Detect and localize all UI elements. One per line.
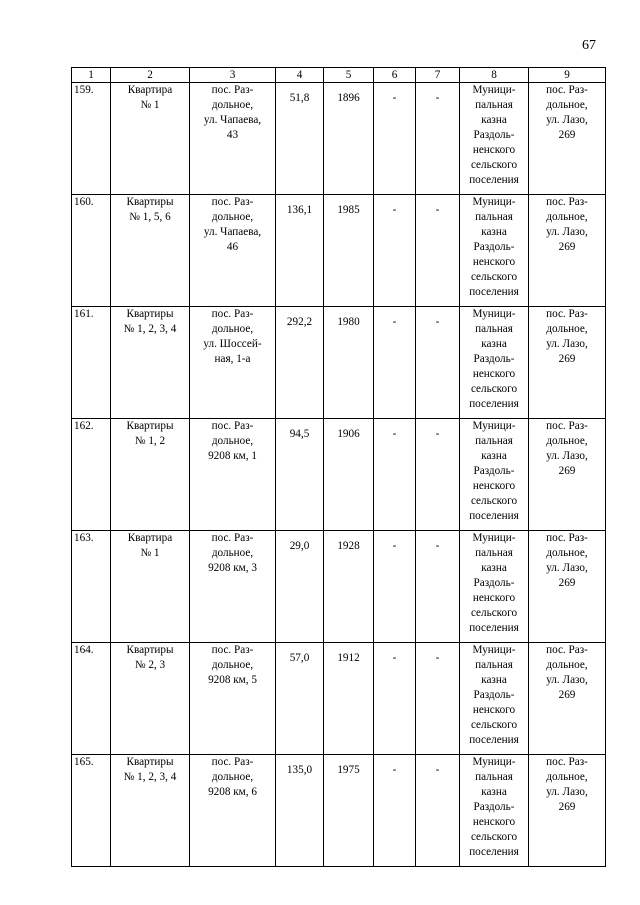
object-address-line: ул. Чапаева,	[203, 114, 262, 126]
object-name	[111, 83, 190, 195]
object-year: 1985	[324, 195, 374, 307]
object-year: 1896	[324, 83, 374, 195]
holder-address-line: пос. Раз-	[546, 196, 588, 208]
object-address	[190, 307, 276, 419]
owner-info-line: Муници-	[472, 756, 516, 768]
object-area: 135,0	[276, 755, 324, 867]
owner-info-line: ненского	[472, 816, 516, 828]
holder-address-line: дольное,	[546, 547, 588, 559]
owner-info-line: сельского	[470, 271, 518, 283]
owner-info-line: Муници-	[472, 308, 516, 320]
table-row	[72, 195, 606, 307]
owner-info-line: Муници-	[472, 532, 516, 544]
column-header: 5	[324, 68, 374, 83]
object-address-line: ул. Шоссей-	[203, 338, 262, 350]
row-number: 165.	[72, 755, 111, 867]
holder-address-line: пос. Раз-	[546, 308, 588, 320]
owner-info	[460, 195, 529, 307]
owner-info-line: поселения	[469, 174, 519, 186]
column-7-value: -	[416, 531, 460, 643]
owner-info-line: сельского	[470, 831, 518, 843]
object-address-line: пос. Раз-	[211, 532, 254, 544]
owner-info-line: сельского	[470, 607, 518, 619]
owner-info-line: ненского	[472, 480, 516, 492]
row-number: 160.	[72, 195, 111, 307]
object-address-line: 9208 км, 3	[208, 562, 257, 574]
owner-info-line: Раздоль-	[473, 465, 515, 477]
object-name-line: № 2, 3	[134, 659, 166, 671]
table-row	[72, 307, 606, 419]
object-name	[111, 307, 190, 419]
object-year: 1928	[324, 531, 374, 643]
column-7-value: -	[416, 755, 460, 867]
owner-info-line: Муници-	[472, 196, 516, 208]
column-6-value: -	[374, 643, 416, 755]
holder-address-line: ул. Лазо,	[546, 674, 588, 686]
column-6-value: -	[374, 755, 416, 867]
object-name-line: № 1	[140, 547, 160, 559]
owner-info-line: Раздоль-	[473, 577, 515, 589]
owner-info-line: ненского	[472, 704, 516, 716]
holder-address	[529, 307, 606, 419]
owner-info-line: казна	[481, 674, 507, 686]
holder-address-line: 269	[558, 129, 576, 141]
column-header: 3	[190, 68, 276, 83]
holder-address-line: дольное,	[546, 659, 588, 671]
holder-address-line: 269	[558, 689, 576, 701]
column-header: 2	[111, 68, 190, 83]
table-row	[72, 419, 606, 531]
object-name-line: Квартиры	[126, 196, 174, 208]
object-address-line: дольное,	[211, 323, 254, 335]
column-header: 7	[416, 68, 460, 83]
owner-info-line: Раздоль-	[473, 129, 515, 141]
object-name-line: № 1	[140, 99, 160, 111]
object-address	[190, 531, 276, 643]
holder-address-line: дольное,	[546, 771, 588, 783]
row-number: 161.	[72, 307, 111, 419]
object-name-line: № 1, 2	[134, 435, 166, 447]
owner-info-line: пальная	[475, 323, 513, 335]
object-name	[111, 419, 190, 531]
holder-address-line: дольное,	[546, 211, 588, 223]
object-name-line: Квартиры	[126, 420, 174, 432]
table-row	[72, 755, 606, 867]
object-address-line: дольное,	[211, 99, 254, 111]
owner-info-line: сельского	[470, 159, 518, 171]
owner-info-line: Муници-	[472, 420, 516, 432]
holder-address-line: пос. Раз-	[546, 532, 588, 544]
object-address-line: 9208 км, 6	[208, 786, 257, 798]
column-7-value: -	[416, 643, 460, 755]
holder-address-line: ул. Лазо,	[546, 338, 588, 350]
object-address-line: 9208 км, 5	[208, 674, 257, 686]
object-address-line: 46	[226, 241, 239, 253]
holder-address-line: пос. Раз-	[546, 84, 588, 96]
owner-info-line: пальная	[475, 547, 513, 559]
object-name-line: № 1, 2, 3, 4	[123, 771, 177, 783]
object-address-line: дольное,	[211, 659, 254, 671]
owner-info-line: поселения	[469, 734, 519, 746]
object-address-line: пос. Раз-	[211, 308, 254, 320]
owner-info-line: поселения	[469, 846, 519, 858]
row-number: 164.	[72, 643, 111, 755]
row-number: 159.	[72, 83, 111, 195]
header-row	[72, 68, 606, 83]
object-area: 136,1	[276, 195, 324, 307]
holder-address	[529, 83, 606, 195]
holder-address-line: дольное,	[546, 435, 588, 447]
object-address-line: пос. Раз-	[211, 84, 254, 96]
object-address	[190, 195, 276, 307]
object-address	[190, 83, 276, 195]
holder-address-line: 269	[558, 465, 576, 477]
object-name-line: № 1, 5, 6	[129, 211, 171, 223]
page-number: 67	[582, 38, 596, 53]
owner-info	[460, 83, 529, 195]
owner-info-line: поселения	[469, 398, 519, 410]
owner-info	[460, 307, 529, 419]
column-6-value: -	[374, 83, 416, 195]
holder-address-line: ул. Лазо,	[546, 562, 588, 574]
object-address	[190, 643, 276, 755]
owner-info	[460, 643, 529, 755]
column-7-value: -	[416, 419, 460, 531]
holder-address	[529, 419, 606, 531]
holder-address-line: 269	[558, 801, 576, 813]
owner-info-line: Муници-	[472, 644, 516, 656]
owner-info-line: поселения	[469, 286, 519, 298]
owner-info-line: казна	[481, 338, 507, 350]
holder-address-line: ул. Лазо,	[546, 226, 588, 238]
table-row	[72, 643, 606, 755]
object-address-line: дольное,	[211, 547, 254, 559]
row-number: 162.	[72, 419, 111, 531]
object-address	[190, 419, 276, 531]
object-year: 1912	[324, 643, 374, 755]
owner-info-line: пальная	[475, 659, 513, 671]
owner-info-line: казна	[481, 786, 507, 798]
owner-info	[460, 419, 529, 531]
column-6-value: -	[374, 419, 416, 531]
object-name-line: Квартира	[127, 84, 173, 96]
column-6-value: -	[374, 307, 416, 419]
owner-info-line: ненского	[472, 144, 516, 156]
object-address-line: ная, 1-а	[214, 353, 251, 365]
owner-info-line: пальная	[475, 435, 513, 447]
object-area: 292,2	[276, 307, 324, 419]
object-address-line: пос. Раз-	[211, 420, 254, 432]
owner-info-line: Раздоль-	[473, 689, 515, 701]
owner-info	[460, 531, 529, 643]
holder-address	[529, 643, 606, 755]
owner-info	[460, 755, 529, 867]
object-address	[190, 755, 276, 867]
holder-address-line: пос. Раз-	[546, 420, 588, 432]
object-year: 1975	[324, 755, 374, 867]
holder-address-line: 269	[558, 577, 576, 589]
holder-address-line: ул. Лазо,	[546, 114, 588, 126]
owner-info-line: пальная	[475, 771, 513, 783]
object-year: 1980	[324, 307, 374, 419]
owner-info-line: казна	[481, 114, 507, 126]
object-address-line: дольное,	[211, 771, 254, 783]
holder-address	[529, 195, 606, 307]
owner-info-line: казна	[481, 450, 507, 462]
column-header: 4	[276, 68, 324, 83]
holder-address-line: пос. Раз-	[546, 756, 588, 768]
owner-info-line: Раздоль-	[473, 801, 515, 813]
owner-info-line: ненского	[472, 368, 516, 380]
object-name	[111, 643, 190, 755]
object-name-line: № 1, 2, 3, 4	[123, 323, 177, 335]
holder-address-line: 269	[558, 353, 576, 365]
object-address-line: пос. Раз-	[211, 756, 254, 768]
column-header: 9	[529, 68, 606, 83]
owner-info-line: поселения	[469, 510, 519, 522]
object-name	[111, 195, 190, 307]
object-area: 94,5	[276, 419, 324, 531]
column-header: 6	[374, 68, 416, 83]
object-address-line: дольное,	[211, 435, 254, 447]
column-7-value: -	[416, 307, 460, 419]
owner-info-line: казна	[481, 562, 507, 574]
object-area: 29,0	[276, 531, 324, 643]
owner-info-line: сельского	[470, 383, 518, 395]
object-name-line: Квартиры	[126, 308, 174, 320]
column-6-value: -	[374, 195, 416, 307]
holder-address-line: дольное,	[546, 99, 588, 111]
object-name-line: Квартира	[127, 532, 173, 544]
owner-info-line: Раздоль-	[473, 353, 515, 365]
object-area: 57,0	[276, 643, 324, 755]
holder-address-line: ул. Лазо,	[546, 786, 588, 798]
owner-info-line: поселения	[469, 622, 519, 634]
object-name-line: Квартиры	[126, 644, 174, 656]
owner-info-line: сельского	[470, 495, 518, 507]
owner-info-line: пальная	[475, 211, 513, 223]
table-body	[72, 83, 606, 867]
owner-info-line: ненского	[472, 256, 516, 268]
object-address-line: ул. Чапаева,	[203, 226, 262, 238]
object-address-line: 43	[226, 129, 239, 141]
holder-address	[529, 531, 606, 643]
column-header: 8	[460, 68, 529, 83]
row-number: 163.	[72, 531, 111, 643]
object-year: 1906	[324, 419, 374, 531]
object-area: 51,8	[276, 83, 324, 195]
owner-info-line: Раздоль-	[473, 241, 515, 253]
owner-info-line: ненского	[472, 592, 516, 604]
holder-address-line: пос. Раз-	[546, 644, 588, 656]
object-name	[111, 531, 190, 643]
object-name-line: Квартиры	[126, 756, 174, 768]
object-name	[111, 755, 190, 867]
object-address-line: 9208 км, 1	[208, 450, 257, 462]
holder-address	[529, 755, 606, 867]
column-6-value: -	[374, 531, 416, 643]
owner-info-line: сельского	[470, 719, 518, 731]
holder-address-line: 269	[558, 241, 576, 253]
object-address-line: пос. Раз-	[211, 644, 254, 656]
property-registry-table	[71, 67, 606, 867]
object-address-line: дольное,	[211, 211, 254, 223]
table-row	[72, 83, 606, 195]
holder-address-line: ул. Лазо,	[546, 450, 588, 462]
owner-info-line: пальная	[475, 99, 513, 111]
object-address-line: пос. Раз-	[211, 196, 254, 208]
owner-info-line: Муници-	[472, 84, 516, 96]
owner-info-line: казна	[481, 226, 507, 238]
column-7-value: -	[416, 83, 460, 195]
column-header: 1	[72, 68, 111, 83]
table-row	[72, 531, 606, 643]
column-7-value: -	[416, 195, 460, 307]
holder-address-line: дольное,	[546, 323, 588, 335]
